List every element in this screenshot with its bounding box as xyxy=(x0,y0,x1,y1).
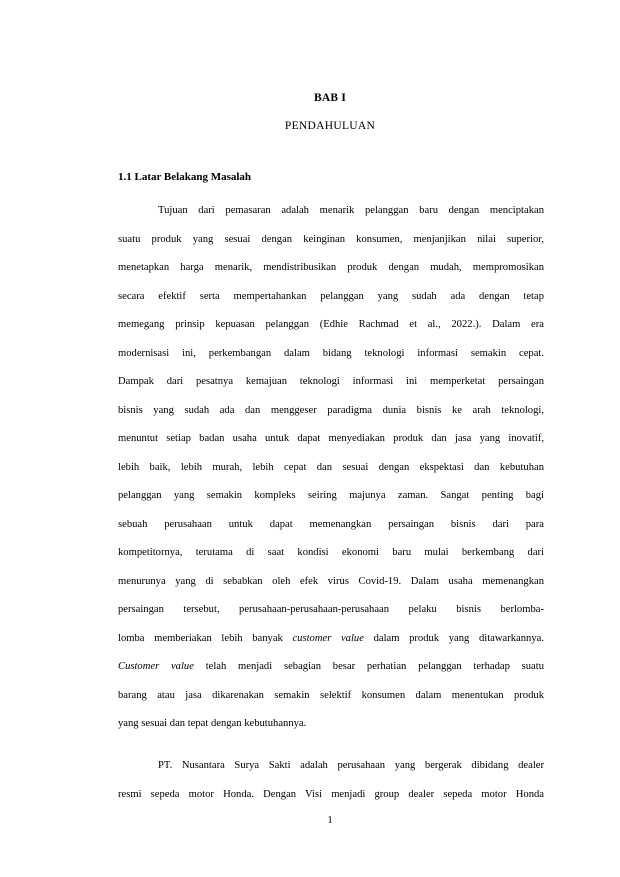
paragraph-line: barang atau jasa dikarenakan semakin selektif konsumen dalam menentukan produk xyxy=(118,689,544,701)
paragraph-line: PT. Nusantara Surya Sakti adalah perusahaan yang bergerak dibidang dealer xyxy=(158,760,544,771)
paragraph-line-with-italic xyxy=(118,632,544,661)
chapter-number: BAB I xyxy=(314,92,346,104)
paragraph-line: Tujuan dari pemasaran adalah menarik pelanggan baru dengan menciptakan xyxy=(158,205,544,216)
paragraph-line: yang sesuai dan tepat dengan kebutuhannya. xyxy=(118,718,307,729)
section-heading: 1.1 Latar Belakang Masalah xyxy=(118,171,252,183)
line-text: telah menjadi sebagian besar perhatian pelanggan terhadap suatu xyxy=(193,661,544,672)
paragraph-line: kompetitornya, terutama di saat kondisi ekonomi baru mulai berkembang dari xyxy=(118,547,544,558)
line-text: lomba memberiakan lebih banyak xyxy=(118,632,293,644)
paragraph-line: pelanggan yang semakin kompleks seiring majunya zaman. Sangat penting bagi xyxy=(118,490,544,501)
paragraph-line: secara efektif serta mempertahankan pelanggan yang sudah ada dengan tetap xyxy=(118,290,544,302)
body-paragraph-1 xyxy=(118,204,544,746)
italic-term: Customer value xyxy=(118,661,194,672)
paragraph-line: menetapkan harga menarik, mendistribusikan produk dengan mudah, mempromosikan xyxy=(118,262,544,273)
page-number: 1 xyxy=(327,815,333,826)
chapter-title: PENDAHULUAN xyxy=(284,120,376,132)
paragraph-line: menurunya yang di sebabkan oleh efek virus Covid-19. Dalam usaha memenangkan xyxy=(118,575,544,587)
paragraph-line: bisnis yang sudah ada dan menggeser paradigma dunia bisnis ke arah teknologi, xyxy=(118,404,544,416)
body-paragraph-2 xyxy=(118,759,544,816)
italic-term: customer value xyxy=(292,632,364,644)
paragraph-line: modernisasi ini, perkembangan dalam bidang teknologi informasi semakin cepat. xyxy=(118,347,544,359)
line-text: dalam produk yang ditawarkannya. xyxy=(363,632,544,644)
paragraph-line: Dampak dari pesatnya kemajuan teknologi informasi ini memperketat persaingan xyxy=(118,376,544,387)
paragraph-line: persaingan tersebut, perusahaan-perusahaan-perusahaan pelaku bisnis berlomba- xyxy=(118,604,544,615)
paragraph-line-with-italic xyxy=(118,660,544,689)
paragraph-line: menuntut setiap badan usaha untuk dapat menyediakan produk dan jasa yang inovatif, xyxy=(118,433,544,444)
paragraph-line: resmi sepeda motor Honda. Dengan Visi menjadi group dealer sepeda motor Honda xyxy=(118,788,544,800)
paragraph-line: memegang prinsip kepuasan pelanggan (Edhie Rachmad et al., 2022.). Dalam era xyxy=(118,319,544,330)
paragraph-line: lebih baik, lebih murah, lebih cepat dan sesuai dengan ekspektasi dan kebutuhan xyxy=(118,461,544,473)
paragraph-line: sebuah perusahaan untuk dapat memenangkan persaingan bisnis dari para xyxy=(118,518,544,530)
paragraph-line: suatu produk yang sesuai dengan keinginan konsumen, menjanjikan nilai superior, xyxy=(118,233,544,245)
